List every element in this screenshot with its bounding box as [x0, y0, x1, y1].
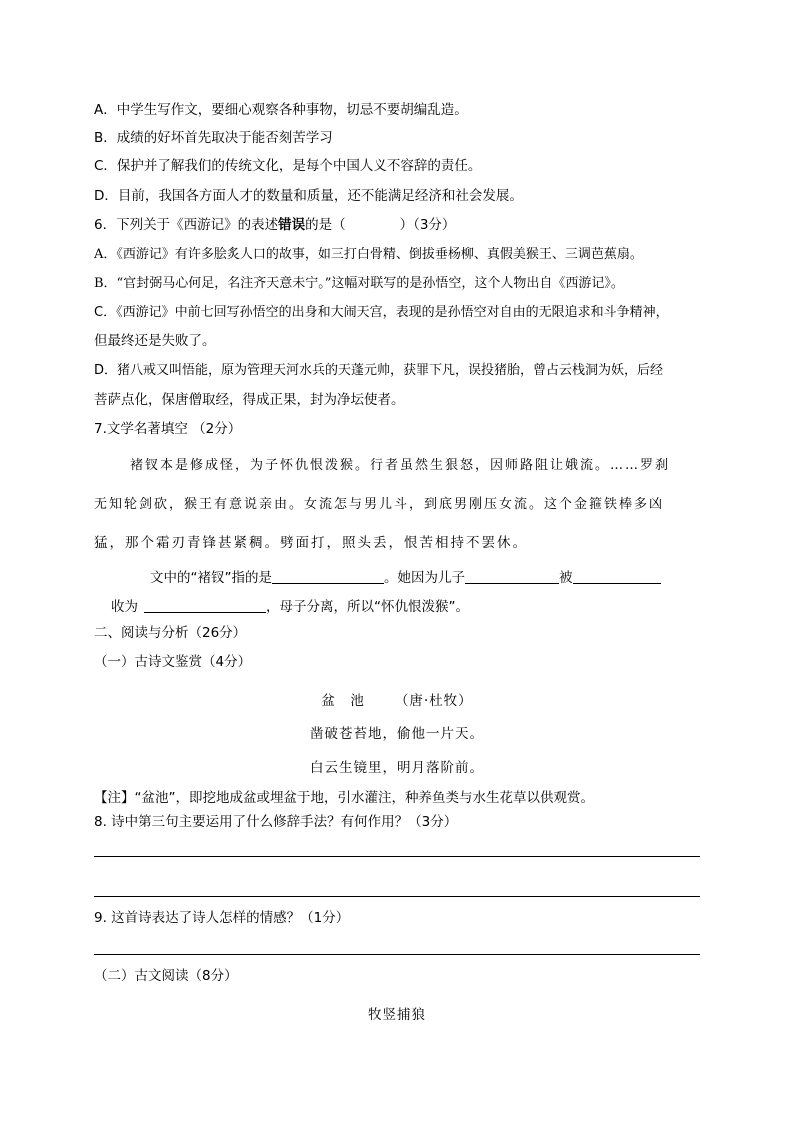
fill-text-1: 文中的“褚钗”指的是 [150, 570, 272, 586]
passage-line-1: 褚钗本是修成怪，为子怀仇恨泼猴。行者虽然生狠怒，因师路阻让娥流。……罗刹 [130, 458, 671, 473]
fill-text-3: 被 [559, 570, 573, 586]
question-6-option-c-line2: 但最终还是失败了。 [94, 333, 216, 349]
answer-blank-2[interactable] [465, 569, 559, 584]
option-5b: B．成绩的好坏首先取决于能否刻苦学习 [94, 130, 333, 146]
question-6-option-c-line1: C．《西游记》中前七回写孙悟空的出身和大闹天宫，表现的是孙悟空对自由的无限追求和斗争精神， [94, 305, 669, 320]
question-7-title: 7.文学名著填空 （2分） [94, 421, 242, 437]
question-7-fill-line-2 [111, 598, 469, 615]
fill-text-2: 。她因为儿子 [384, 570, 465, 586]
poem-title: 盆 池 [321, 693, 365, 709]
poem-line-2: 白云生镜里，明月落阶前。 [310, 760, 484, 776]
option-5d: D．目前，我国各方面人才的数量和质量，还不能满足经济和社会发展。 [94, 188, 523, 204]
question-6-option-d-line1: D．猪八戒又叫悟能，原为管理天河水兵的天蓬元帅，获罪下凡，误投猪胎，曾占云栈洞为妖，后经 [94, 363, 664, 378]
question-7-fill-line-1 [150, 569, 661, 586]
question-6-stem-emphasis: 错误 [278, 217, 306, 233]
poem-note: 【注】“盆池”，即挖地成盆或埋盆于地，引水灌注，种养鱼类与水生花草以供观赏。 [94, 790, 594, 806]
passage-line-3: 猛，那个霜刃青锋甚紧稠。劈面打，照头丢，恨苦相持不罢休。 [94, 535, 528, 551]
answer-blank-1[interactable] [272, 569, 384, 584]
option-5c: C．保护并了解我们的传统文化，是每个中国人义不容辞的责任。 [94, 158, 482, 174]
answer-blank-3[interactable] [573, 569, 661, 584]
poem-line-1: 凿破苍苔地，偷他一片天。 [310, 726, 484, 742]
section-2-subsection-1: （一）古诗文鉴赏（4分） [94, 654, 252, 670]
section-2-subsection-2: （二）古文阅读（8分） [94, 968, 238, 984]
question-6-stem-post: 的是（ ）（3分） [305, 217, 456, 233]
poem-author: （唐·杜牧） [394, 693, 473, 709]
fill-text-4: 收为 [111, 599, 138, 615]
answer-line-8a[interactable] [94, 856, 700, 857]
question-6-option-b: B．“官封弼马心何足，名注齐天意未宁。”这幅对联写的是孙悟空，这个人物出自《西游记》。 [94, 276, 624, 291]
section-2-title: 二、阅读与分析（26分） [94, 625, 247, 641]
fill-text-5: ，母子分离，所以“怀仇恨泼猴”。 [266, 599, 469, 615]
question-6-stem-pre: 6．下列关于《西游记》的表述 [94, 217, 279, 233]
question-9-stem: 9. 这首诗表达了诗人怎样的情感？（1分） [94, 910, 350, 926]
classical-text-title: 牧竖捕狼 [368, 1007, 426, 1023]
poem-heading [0, 689, 794, 709]
passage-line-2: 无知轮剑砍，猴王有意说亲由。女流怎与男儿斗，到底男刚压女流。这个金箍铁棒多凶 [94, 497, 665, 512]
answer-line-9[interactable] [94, 954, 700, 955]
answer-blank-4[interactable] [144, 598, 266, 613]
question-6-stem [94, 219, 455, 233]
option-5a: A．中学生写作文，要细心观察各种事物，切忌不要胡编乱造。 [94, 102, 468, 118]
answer-line-8b[interactable] [94, 896, 700, 897]
question-8-stem: 8. 诗中第三句主要运用了什么修辞手法？有何作用？（3分） [94, 814, 458, 830]
question-6-option-a: A．《西游记》有许多脍炙人口的故事，如三打白骨精、倒拔垂杨柳、真假美猴王、三调芭蕉扇。 [94, 247, 643, 262]
question-6-option-d-line2: 菩萨点化，保唐僧取经，得成正果，封为净坛使者。 [94, 392, 405, 408]
